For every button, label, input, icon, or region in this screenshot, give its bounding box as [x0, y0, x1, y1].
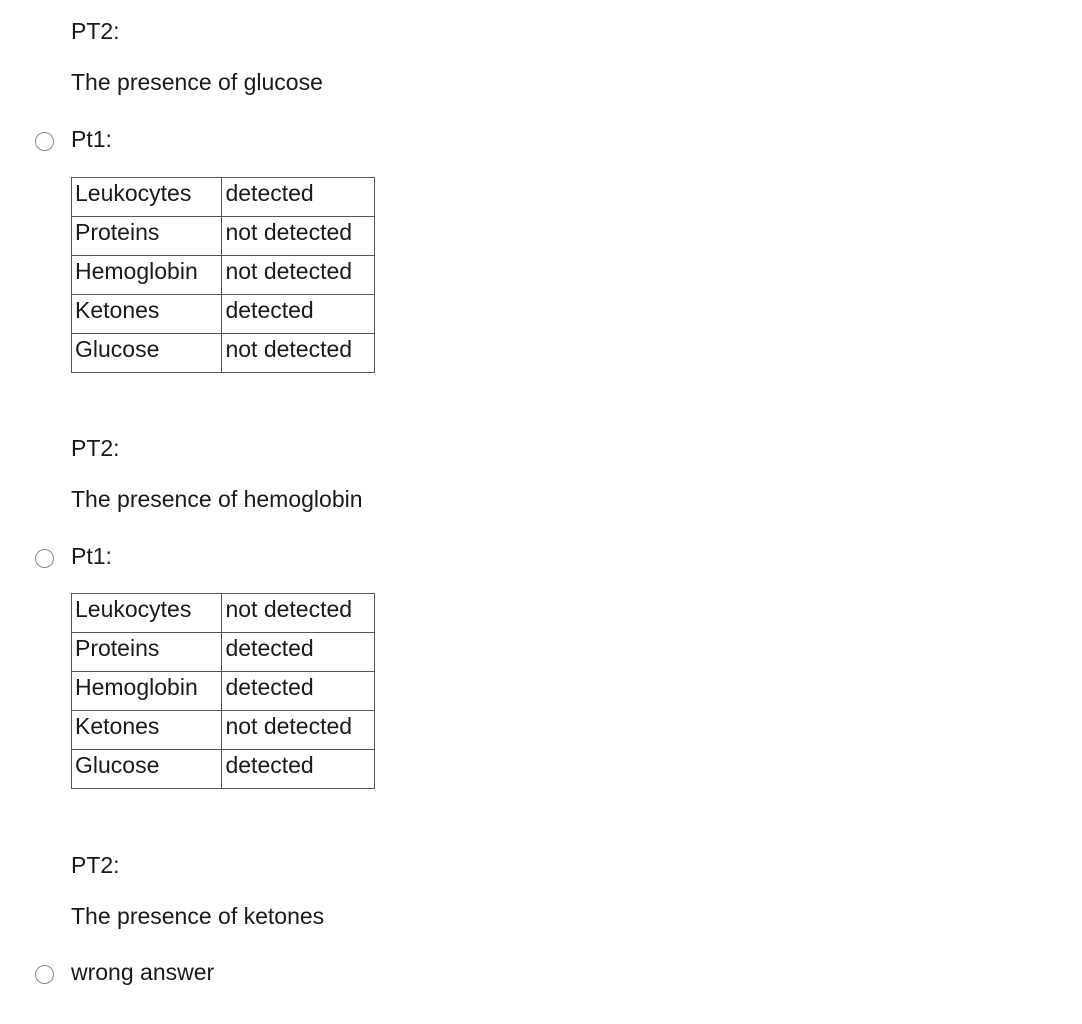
- option-radio-1[interactable]: [35, 132, 54, 151]
- table-cell: not detected: [222, 594, 375, 633]
- pt2-label: PT2:: [71, 18, 120, 44]
- table-row: [72, 633, 375, 672]
- table-row: [72, 334, 375, 373]
- table-cell: Leukocytes: [72, 178, 222, 217]
- table-cell: not detected: [222, 711, 375, 750]
- pt2-text: The presence of ketones: [71, 903, 325, 929]
- table-row: [72, 594, 375, 633]
- table-cell: Proteins: [72, 633, 222, 672]
- table-cell: detected: [222, 178, 375, 217]
- pt2-label: PT2:: [71, 435, 120, 461]
- table-row: [72, 672, 375, 711]
- table-cell: detected: [222, 295, 375, 334]
- table-cell: Hemoglobin: [72, 256, 222, 295]
- table-cell: detected: [222, 672, 375, 711]
- table-cell: Glucose: [72, 334, 222, 373]
- option-label-2: Pt1:: [71, 543, 112, 569]
- pt2-text: The presence of glucose: [71, 69, 323, 95]
- table-row: [72, 217, 375, 256]
- table-cell: detected: [222, 633, 375, 672]
- table-cell: not detected: [222, 217, 375, 256]
- results-table-1: [71, 177, 375, 373]
- table-cell: Proteins: [72, 217, 222, 256]
- table-cell: Ketones: [72, 295, 222, 334]
- table-cell: Glucose: [72, 750, 222, 789]
- option-label-1: Pt1:: [71, 126, 112, 152]
- table-row: [72, 256, 375, 295]
- table-row: [72, 295, 375, 334]
- option-radio-2[interactable]: [35, 549, 54, 568]
- table-cell: Hemoglobin: [72, 672, 222, 711]
- table-row: [72, 750, 375, 789]
- table-row: [72, 711, 375, 750]
- table-cell: detected: [222, 750, 375, 789]
- pt2-text: The presence of hemoglobin: [71, 486, 363, 512]
- table-cell: not detected: [222, 256, 375, 295]
- table-row: [72, 178, 375, 217]
- pt2-label: PT2:: [71, 852, 120, 878]
- results-table-2: [71, 593, 375, 789]
- option-label-3: wrong answer: [71, 959, 215, 985]
- option-radio-3[interactable]: [35, 965, 54, 984]
- table-cell: Leukocytes: [72, 594, 222, 633]
- table-cell: Ketones: [72, 711, 222, 750]
- table-cell: not detected: [222, 334, 375, 373]
